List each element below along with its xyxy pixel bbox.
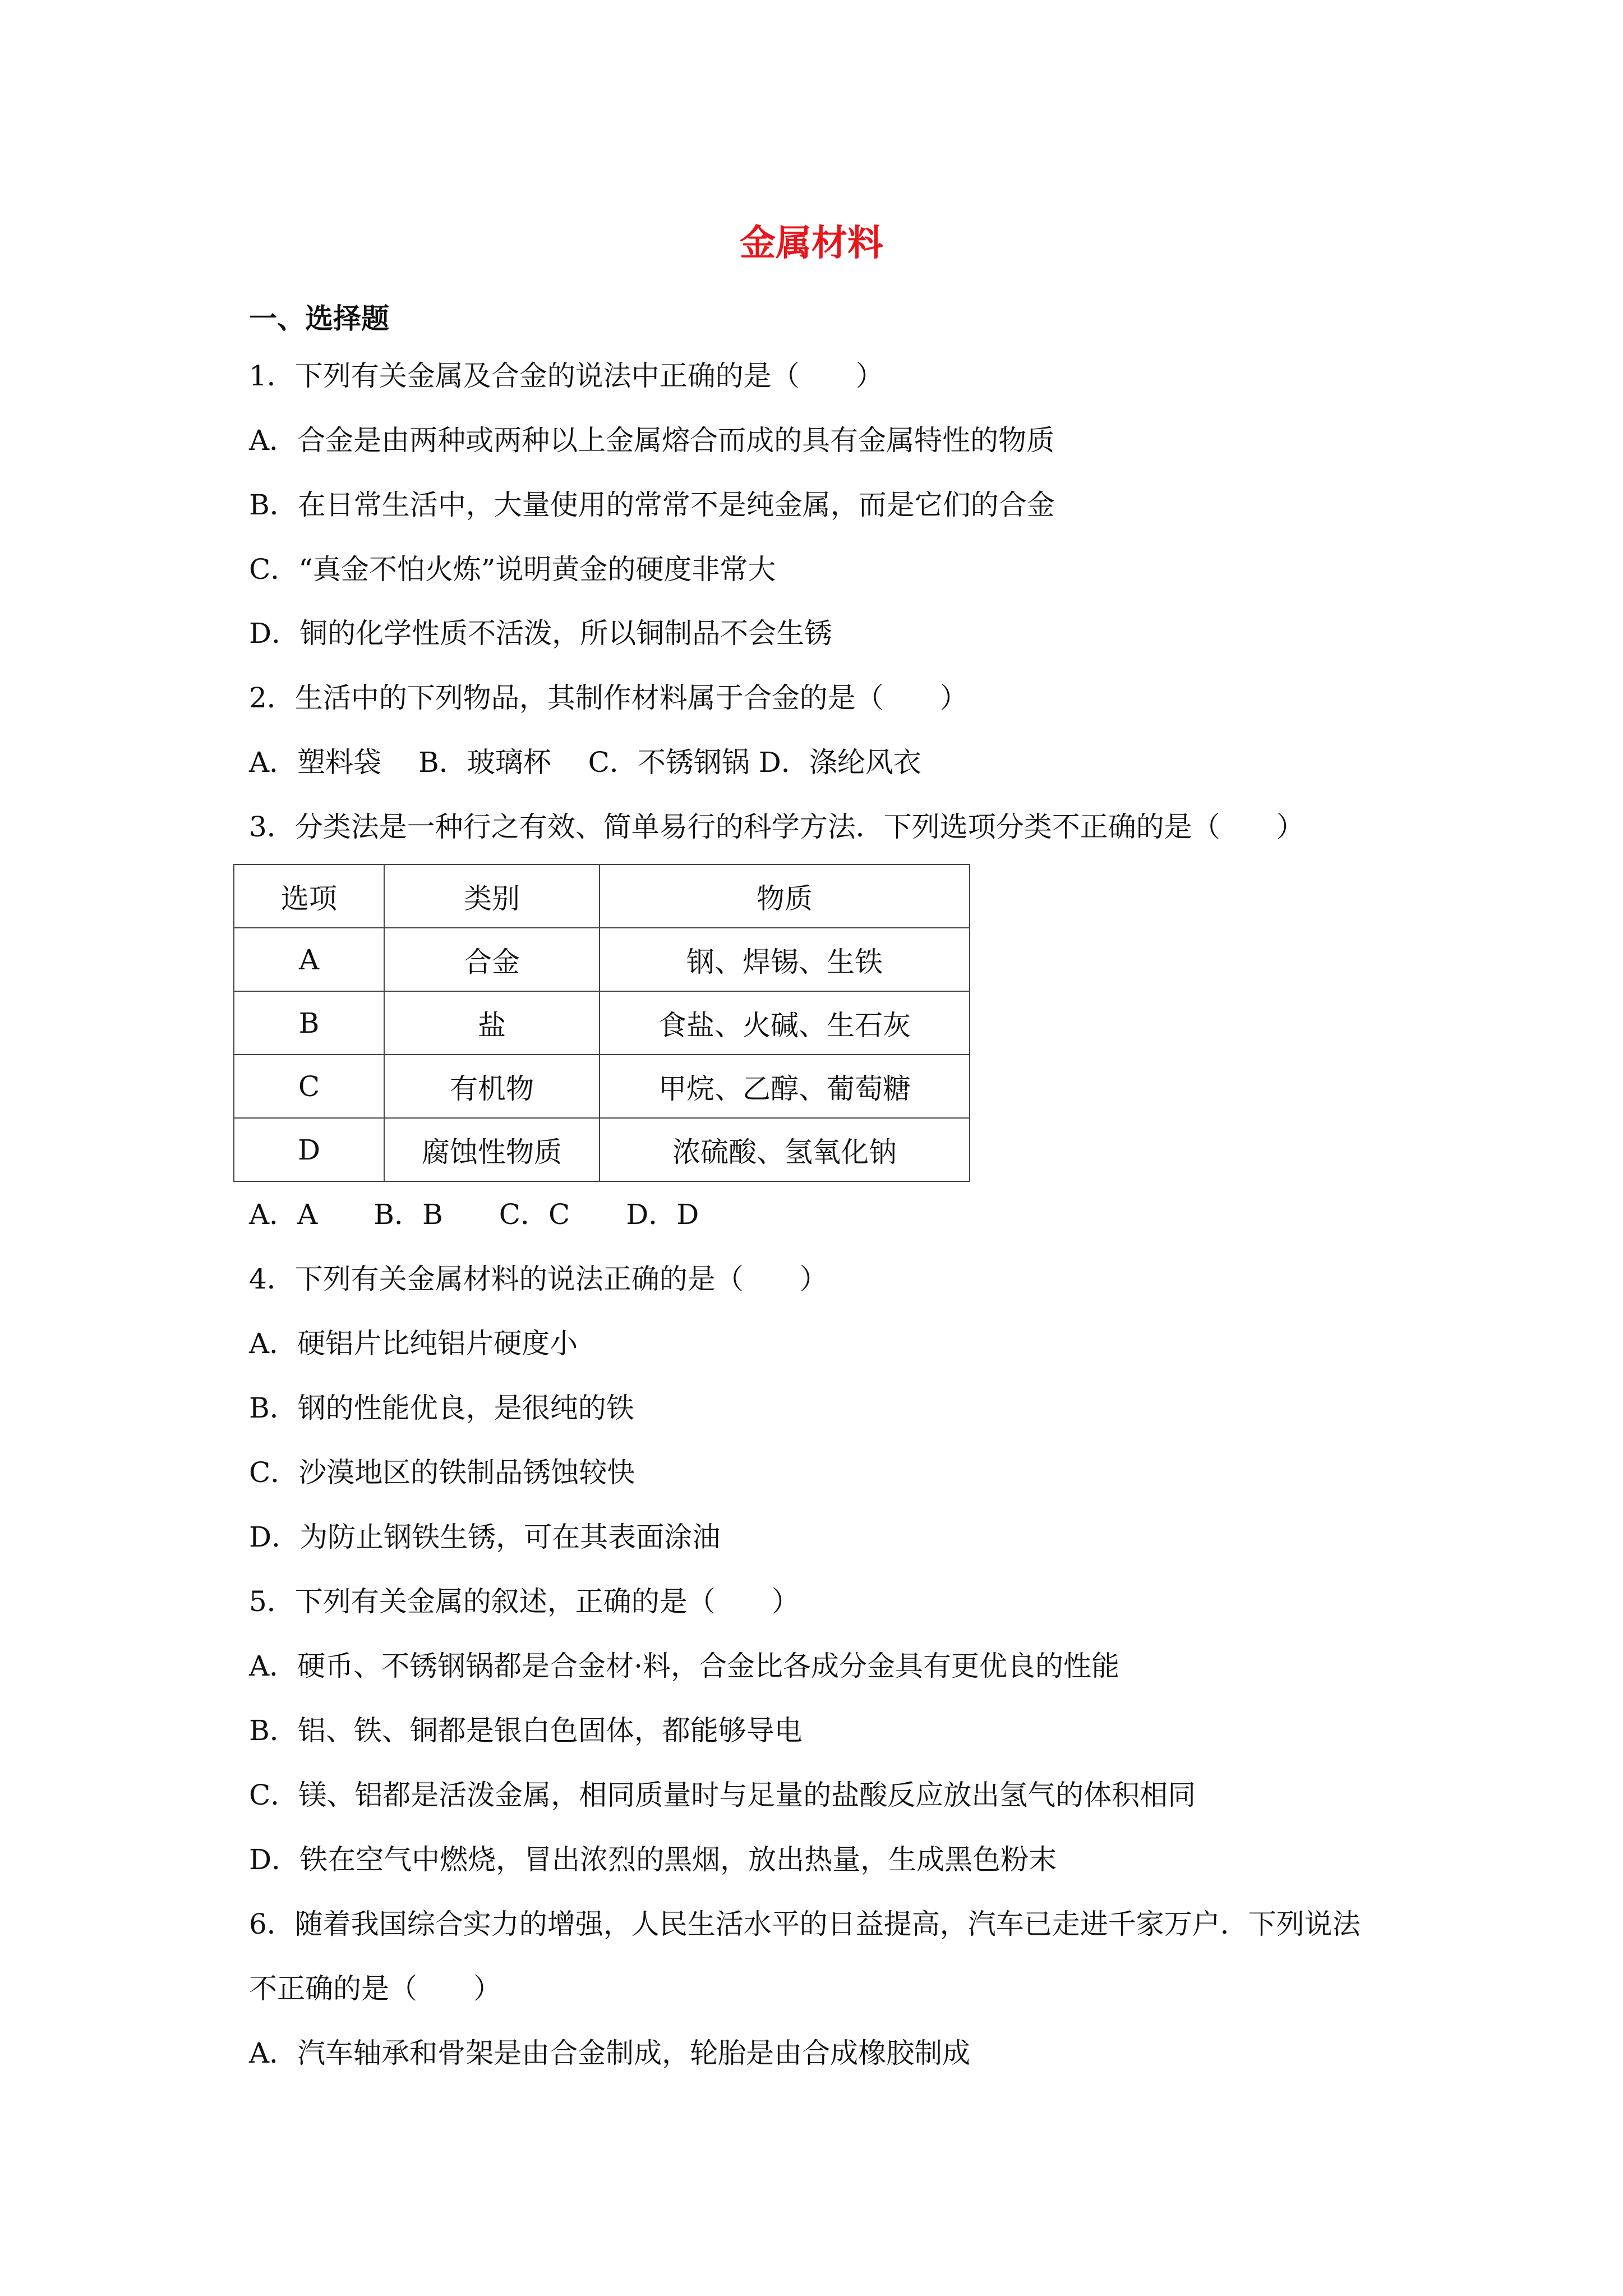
table-header-cell: 类别 xyxy=(384,864,600,928)
table-cell: C xyxy=(234,1055,384,1118)
table-cell: 盐 xyxy=(384,991,600,1055)
question-1-stem: 1．下列有关金属及合金的说法中正确的是（ ） xyxy=(249,360,884,392)
table-cell: A xyxy=(234,928,384,991)
question-1-option-d: D．铜的化学性质不活泼，所以铜制品不会生锈 xyxy=(249,617,833,650)
question-3-options: A．A B．B C．C D．D xyxy=(249,1198,699,1231)
table-cell: 合金 xyxy=(384,928,600,991)
question-5-option-d: D．铁在空气中燃烧，冒出浓烈的黑烟，放出热量，生成黑色粉末 xyxy=(249,1843,1057,1876)
section-heading: 一、选择题 xyxy=(249,302,389,335)
question-4-option-b: B．钢的性能优良，是很纯的铁 xyxy=(249,1392,634,1424)
question-5-option-c: C．镁、铝都是活泼金属，相同质量时与足量的盐酸反应放出氢气的体积相同 xyxy=(249,1779,1196,1811)
question-5-stem: 5．下列有关金属的叙述，正确的是（ ） xyxy=(249,1585,800,1618)
table-row xyxy=(234,1118,970,1181)
question-3-stem: 3．分类法是一种行之有效、简单易行的科学方法．下列选项分类不正确的是（ ） xyxy=(249,811,1304,843)
table-cell: 食盐、火碱、生石灰 xyxy=(600,991,970,1055)
question-6-option-a: A．汽车轴承和骨架是由合金制成，轮胎是由合成橡胶制成 xyxy=(249,2037,971,2069)
question-5-option-b: B．铝、铁、铜都是银白色固体，都能够导电 xyxy=(249,1714,803,1747)
question-6-stem-line-1: 6．随着我国综合实力的增强，人民生活水平的日益提高，汽车已走进千家万户．下列说法 xyxy=(249,1908,1361,1940)
table-cell: 甲烷、乙醇、葡萄糖 xyxy=(600,1055,970,1118)
question-1-option-c: C．“真金不怕火炼”说明黄金的硬度非常大 xyxy=(249,553,776,586)
table-cell: B xyxy=(234,991,384,1055)
table-header-row xyxy=(234,864,970,928)
question-1-option-b: B．在日常生活中，大量使用的常常不是纯金属，而是它们的合金 xyxy=(249,489,1055,521)
question-4-option-c: C．沙漠地区的铁制品锈蚀较快 xyxy=(249,1456,635,1489)
question-4-option-a: A．硬铝片比纯铝片硬度小 xyxy=(249,1327,578,1360)
table-header-cell: 物质 xyxy=(600,864,970,928)
table-row xyxy=(234,991,970,1055)
question-4-option-d: D．为防止钢铁生锈，可在其表面涂油 xyxy=(249,1521,721,1553)
table-cell: 有机物 xyxy=(384,1055,600,1118)
question-1-option-a: A．合金是由两种或两种以上金属熔合而成的具有金属特性的物质 xyxy=(249,424,1055,457)
table-cell: 钢、焊锡、生铁 xyxy=(600,928,970,991)
table-cell: D xyxy=(234,1118,384,1181)
question-6-stem-line-2: 不正确的是（ ） xyxy=(249,1972,501,2005)
table-cell: 腐蚀性物质 xyxy=(384,1118,600,1181)
question-4-stem: 4．下列有关金属材料的说法正确的是（ ） xyxy=(249,1263,828,1295)
table-header-cell: 选项 xyxy=(234,864,384,928)
table-row xyxy=(234,1055,970,1118)
question-2-stem: 2．生活中的下列物品，其制作材料属于合金的是（ ） xyxy=(249,682,968,714)
question-2-options: A．塑料袋 B．玻璃杯 C．不锈钢锅 D．涤纶风衣 xyxy=(249,746,921,779)
page-title: 金属材料 xyxy=(740,223,883,264)
question-5-option-a: A．硬币、不锈钢锅都是合金材·料，合金比各成分金具有更优良的性能 xyxy=(249,1650,1120,1682)
table-row xyxy=(234,928,970,991)
classification-table xyxy=(233,864,970,1182)
table-cell: 浓硫酸、氢氧化钠 xyxy=(600,1118,970,1181)
